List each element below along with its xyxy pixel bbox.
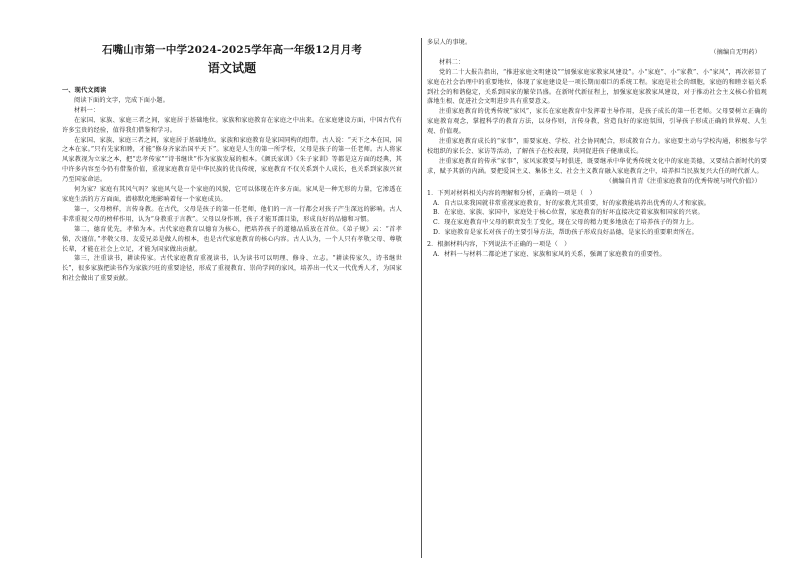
exam-title: 石嘴山市第一中学2024-2025学年高一年级12月月考: [101, 44, 363, 56]
paragraph: 在家国、家族、家庭三者之间，家庭居于基础地位。家族和家庭教育是家国同构的纽带。古人说：“天下之本在国，国之本在家。”只有先家和睦，才能“修身齐家治国平天下”。家庭是人生的第一所学校，父母是孩子的第一任老师。古人将家风家教视为立家之本，把“忠孝传家”“诗书继世”作为家族发展的根本。《颜氏家训》《朱子家训》等都是这方面的经典，其中许多内容至今仍有借鉴价值，重视家庭教育是中华民族的优良传统，家庭教育不仅关系到个人成长，也关系到家族兴衰乃至国家命运。: [62, 136, 402, 184]
material-1-label: 材料一：: [74, 106, 100, 114]
option-c: C．现在家庭教育中父母的职责发生了变化，现在父母的精力更多地放在了培养孩子的智力上。: [433, 219, 698, 227]
source-note: （摘编自肖青《注重家庭教育的优秀传统与时代价值》）: [605, 177, 761, 185]
continued-line: 多层人的事境。: [427, 39, 472, 46]
material-2-label: 材料二：: [439, 58, 465, 66]
paragraph: 党的二十大报告指出，“推进家庭文明建设”“加强家庭家教家风建设”。小“家庭”、小“家教”、小“家风”，再次彰显了家庭在社会治理中的重要地位，体现了家庭建设是一项长期而艰巨的系统工程。家庭是社会的细胞，家庭的和睦幸福关系到社会的和谐稳定，关系到国家的繁荣昌盛。在新时代新征程上，加强家庭家教家风建设，对于推动社会主义核心价值观落地生根、促进社会文明进步具有重要意义。: [427, 68, 767, 106]
section-heading: 一、现代文阅读: [62, 87, 107, 94]
paragraph: 注重家庭教育的传承“家事”，家风家教要与时俱进，既要继承中华优秀传统文化中的家庭美德，又要结合新时代的要求，赋予其新的内涵。要把爱国主义、集体主义、社会主义教育融入家庭教育之中，培养担当民族复兴大任的时代新人。: [427, 157, 767, 175]
paragraph: 注重家庭教育成长的“家事”，需要家庭、学校、社会协同配合，形成教育合力。家庭要主动与学校沟通，积极参与学校组织的家长会、家访等活动，了解孩子在校表现，共同促进孩子健康成长。: [427, 138, 767, 155]
source-note: （摘编自无明药）: [710, 48, 761, 56]
option-b: B．在家庭、家族、家国中，家庭处于核心位置，家庭教育的好坏直接决定着家族和国家的兴衰。: [433, 209, 704, 217]
option-a: A．材料一与材料二都论述了家庭、家族和家风的关系，强调了家庭教育的重要性。: [433, 251, 666, 259]
paragraph: 何为家？家庭有其风气吗？家庭风气是一个家庭的风貌，它可以体现在许多方面。家风是一种无形的力量，它渗透在家庭生活的方方面面，潜移默化地影响着每一个家庭成员。: [62, 186, 402, 203]
paragraph: 第二，德育优先，孝悌为本。古代家庭教育以德育为核心，把培养孩子的道德品质放在首位。《弟子规》云：“首孝悌，次谨信。”孝敬父母、友爱兄弟是做人的根本，也是古代家庭教育的核心内容。古人认为，一个人只有孝敬父母、尊敬长辈，才能在社会上立足，才能为国家做出贡献。: [62, 225, 402, 253]
paragraph: 第三，注重读书，耕读传家。古代家庭教育重视读书，认为读书可以明理、修身、立志。“耕读传家久，诗书继世长”，很多家族把读书作为家族兴旺的重要途径，形成了重视教育、崇尚学问的家风，培养出一代又一代优秀人才，为国家和社会做出了重要贡献。: [62, 255, 402, 283]
subject-title: 语文试题: [207, 61, 257, 75]
paragraph: 在家国、家族、家庭三者之间，家庭居于基础地位。家族和家庭教育在家庭之中出来。在家庭建设方面，中国古代有许多宝贵的经验，值得我们借鉴和学习。: [62, 116, 402, 134]
instruction-text: 阅读下面的文字，完成下面小题。: [74, 96, 170, 104]
column-divider: [421, 38, 422, 558]
paragraph: 第一，父母榜样，言传身教。在古代，父母是孩子的第一任老师，他们的一言一行都会对孩子产生深远的影响。古人非常重视父母的榜样作用，认为“身教重于言教”。父母以身作则，孩子才能耳濡目染，形成良好的品德和习惯。: [62, 205, 402, 223]
right-column: [427, 38, 767, 553]
question-1: 1．下列对材料相关内容的理解和分析，正确的一项是（ ）: [427, 189, 596, 197]
option-a: A．自古以来我国就非常重视家庭教育，好的家教尤其重要，好的家教能培养出优秀的人才和家族。: [433, 199, 711, 207]
question-2: 2．根据材料内容，下列说法不正确的一项是（ ）: [427, 241, 571, 249]
option-d: D．家庭教育是家长对孩子的主要引导方法，帮助孩子形成良好品德，是家长的重要职责所在。: [433, 229, 698, 237]
left-column: [62, 40, 402, 555]
paragraph: 注重家庭教育的优秀传统“家风”，家长在家庭教育中发挥着主导作用，是孩子成长的第一任老师。父母要树立正确的家庭教育观念，掌握科学的教育方法，以身作则，言传身教，营造良好的家庭氛围，引导孩子形成正确的世界观、人生观、价值观。: [427, 108, 767, 136]
